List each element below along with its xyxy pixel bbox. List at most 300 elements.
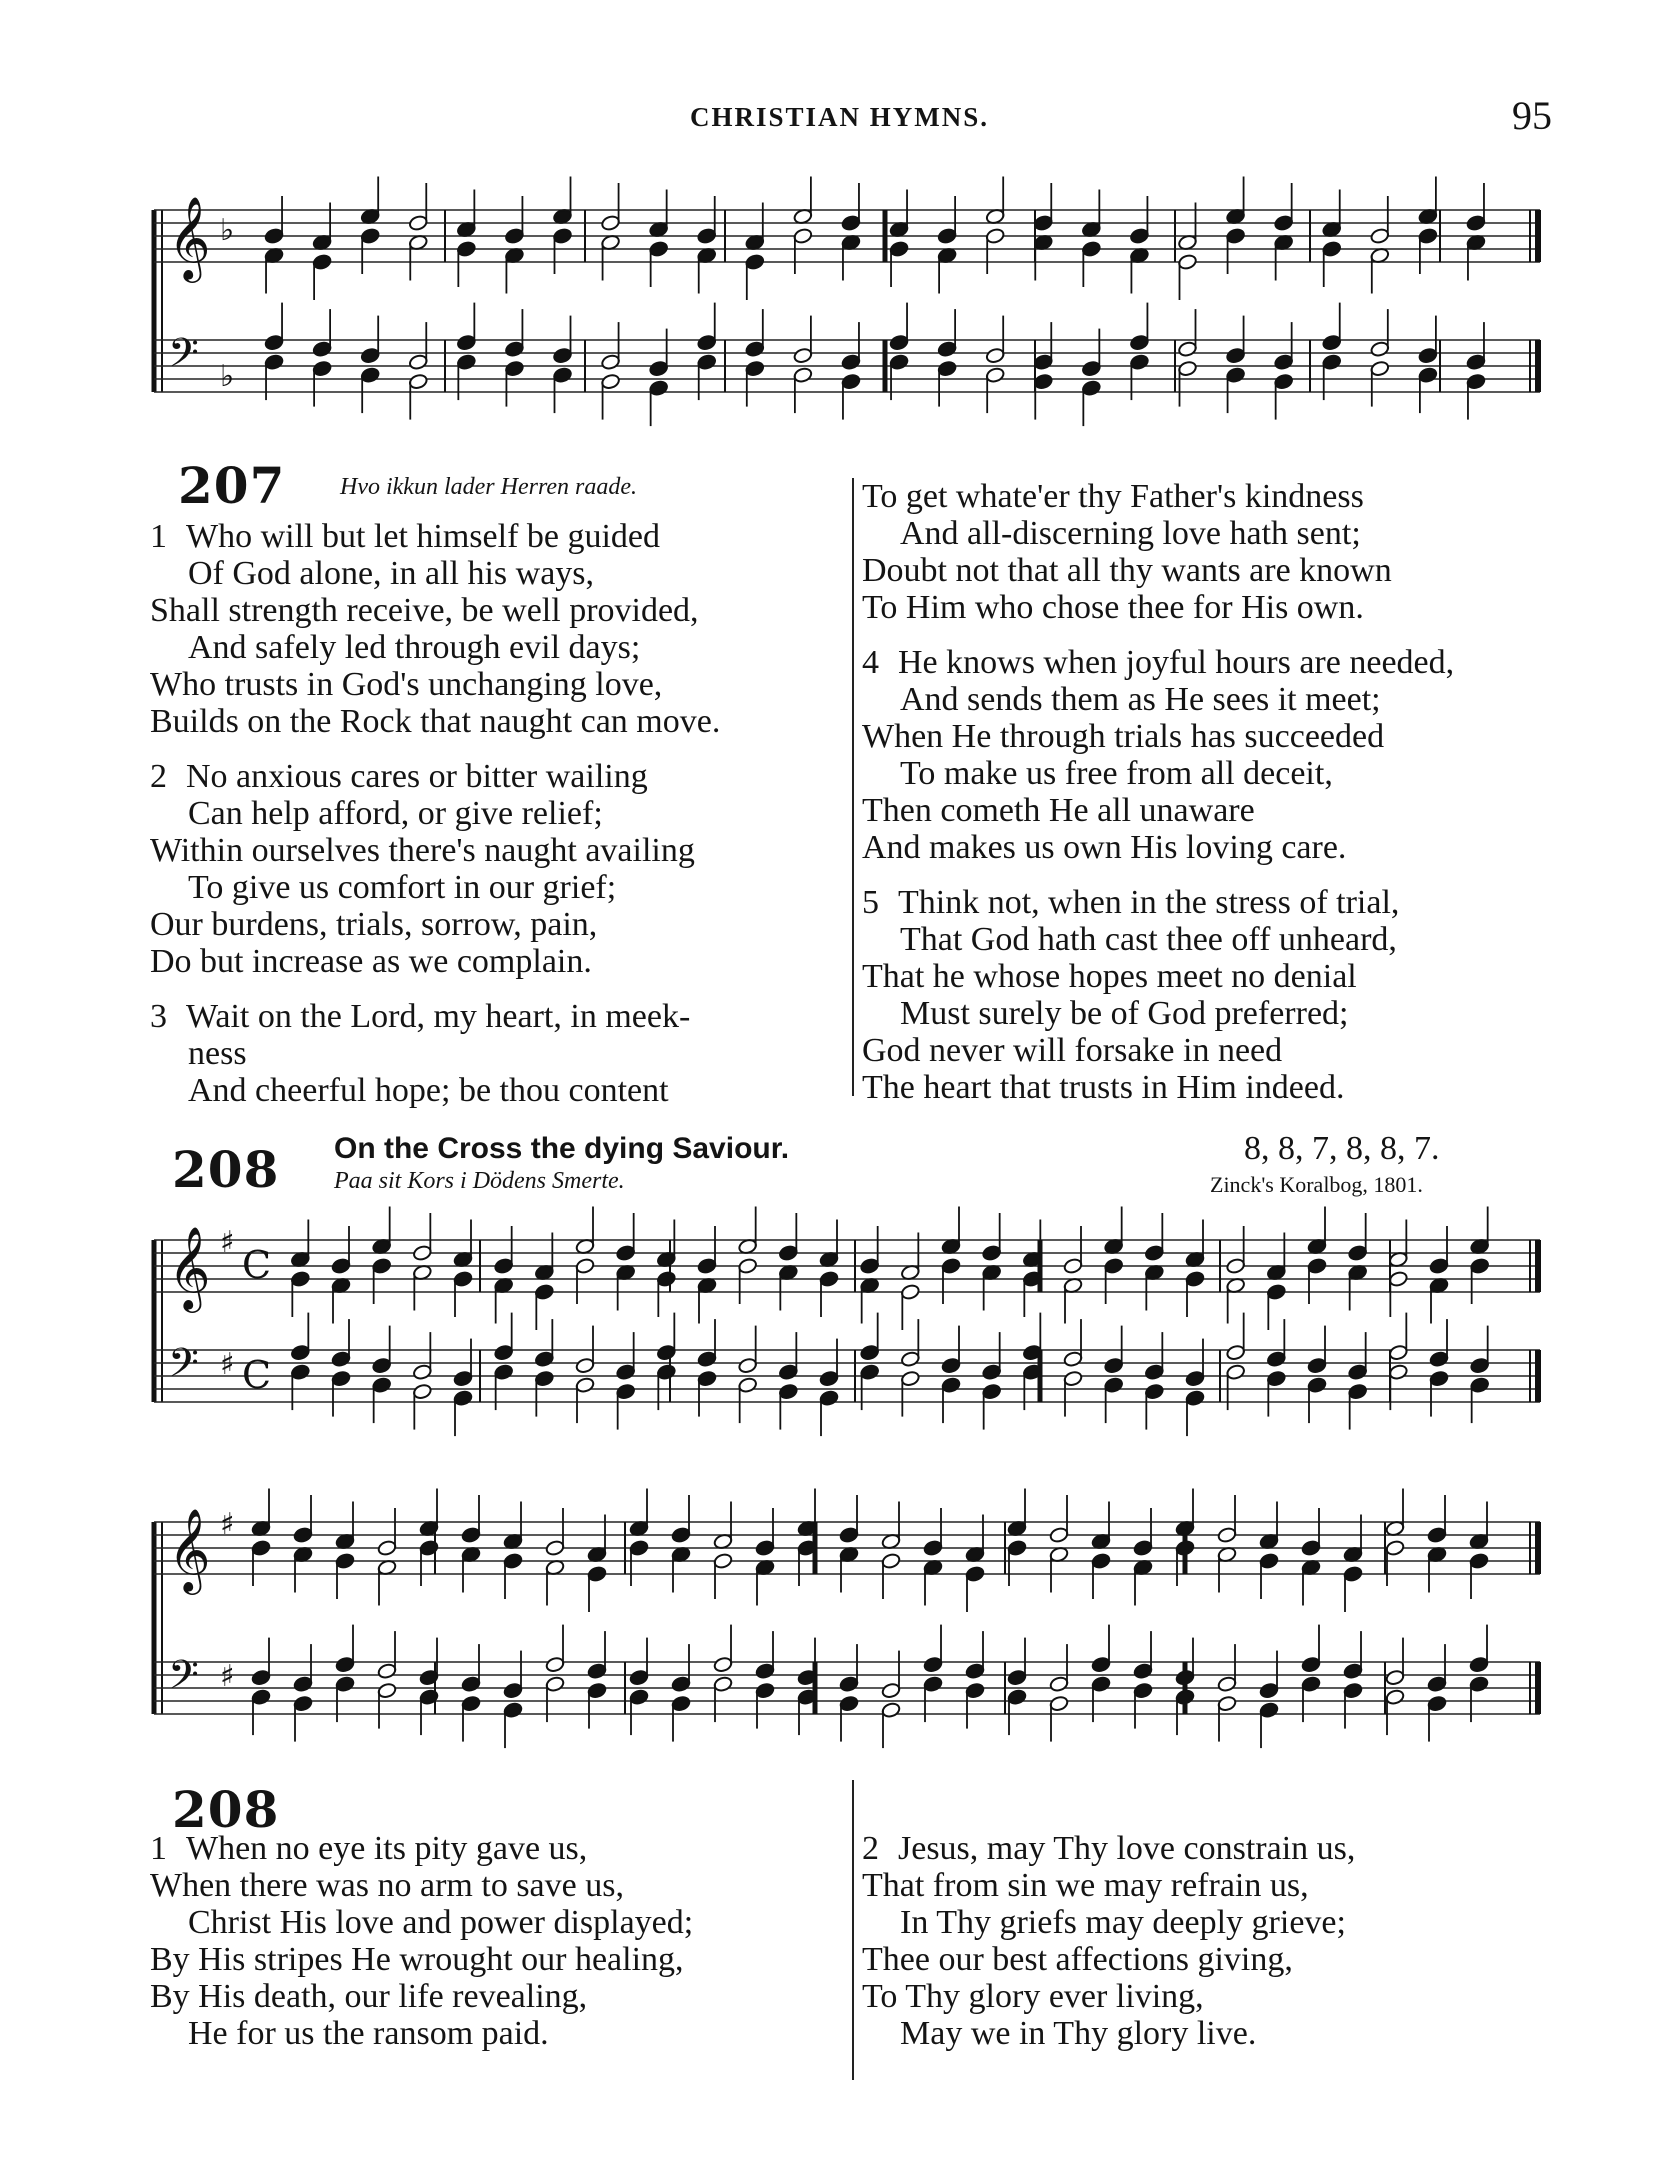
note-head xyxy=(671,1526,691,1543)
verse-line xyxy=(862,958,1454,995)
verse-number: 4 xyxy=(862,644,879,681)
note-head xyxy=(1301,1539,1321,1556)
verse-text: Who will but let himself be guided xyxy=(186,518,661,555)
verse-text: Think not, when in the stress of trial, xyxy=(898,884,1400,921)
note-head xyxy=(290,1270,310,1287)
note-head xyxy=(1226,347,1246,364)
note-head xyxy=(1226,1257,1246,1274)
note-head xyxy=(1104,1257,1124,1274)
verse-text: That he whose hopes meet no denial xyxy=(862,958,1357,995)
note-head xyxy=(360,347,380,364)
note-head xyxy=(985,347,1005,364)
verse-line xyxy=(150,1904,693,1941)
note-head xyxy=(503,1552,523,1569)
verse-text: Wait on the Lord, my heart, in meek- xyxy=(186,998,691,1035)
note-head xyxy=(1343,1663,1363,1680)
note-head xyxy=(697,354,717,371)
note-head xyxy=(453,1270,473,1287)
note-head xyxy=(1370,341,1390,358)
verse xyxy=(862,644,1454,866)
note-head xyxy=(755,1663,775,1680)
note-head xyxy=(1370,360,1390,377)
note-head xyxy=(671,1676,691,1693)
note-head xyxy=(601,373,621,390)
note-head xyxy=(937,341,957,358)
verse-text: Then cometh He all unaware xyxy=(862,792,1255,829)
note-head xyxy=(745,360,765,377)
note-head xyxy=(923,1676,943,1693)
hymn-207-left-column xyxy=(150,518,720,1127)
note-head xyxy=(504,341,524,358)
note-head xyxy=(1049,1526,1069,1543)
note-head xyxy=(793,367,813,384)
note-head xyxy=(1185,1370,1205,1387)
note-head xyxy=(587,1565,607,1582)
note-head xyxy=(889,354,909,371)
verse-line xyxy=(150,1072,720,1109)
note-head xyxy=(819,1270,839,1287)
note-head xyxy=(1466,354,1486,371)
note-head xyxy=(1322,354,1342,371)
verse-line xyxy=(150,1941,693,1978)
note-head xyxy=(1343,1565,1363,1582)
note-head xyxy=(312,341,332,358)
note-head xyxy=(1081,360,1101,377)
note-head xyxy=(1091,1656,1111,1673)
note-head xyxy=(1177,253,1197,270)
note-head xyxy=(1007,1669,1027,1686)
note-head xyxy=(293,1526,313,1543)
note-head xyxy=(900,1370,920,1387)
score-system-2 xyxy=(140,1200,1560,1500)
verse-text: Can help afford, or give relief; xyxy=(188,795,603,832)
note-head xyxy=(1129,227,1149,244)
note-head xyxy=(923,1539,943,1556)
note-head xyxy=(412,1383,432,1400)
note-head xyxy=(1007,1539,1027,1556)
note-head xyxy=(1033,373,1053,390)
note-head xyxy=(1301,1656,1321,1673)
hymn-208-right-column xyxy=(862,1830,1355,2070)
note-head xyxy=(1217,1676,1237,1693)
note-head xyxy=(408,214,428,231)
note-head xyxy=(587,1682,607,1699)
sharp-sign: ♯ xyxy=(220,1659,235,1694)
treble-clef: 𝄞 xyxy=(168,1225,211,1309)
verse-text: To give us comfort in our grief; xyxy=(188,869,617,906)
verse-line xyxy=(150,592,720,629)
note-head xyxy=(575,1257,595,1274)
score-system-3 xyxy=(140,1482,1560,1792)
note-head xyxy=(419,1669,439,1686)
verse-line xyxy=(150,832,720,869)
verse-line xyxy=(862,1978,1355,2015)
verse-text: Must surely be of God preferred; xyxy=(900,995,1349,1032)
note-head xyxy=(985,367,1005,384)
note-head xyxy=(616,1244,636,1261)
note-head xyxy=(841,373,861,390)
note-head xyxy=(1144,1364,1164,1381)
note-head xyxy=(534,1370,554,1387)
note-head xyxy=(293,1695,313,1712)
note-head xyxy=(881,1552,901,1569)
verse-line xyxy=(150,2015,693,2052)
verse-line xyxy=(150,518,720,555)
verse xyxy=(150,758,720,980)
note-head xyxy=(1177,360,1197,377)
note-head xyxy=(1385,1539,1405,1556)
music-score-system xyxy=(140,1200,1560,1500)
note-head xyxy=(671,1695,691,1712)
note-head xyxy=(1470,1357,1490,1374)
note-head xyxy=(860,1364,880,1381)
note-head xyxy=(1370,227,1390,244)
note-head xyxy=(251,1689,271,1706)
note-head xyxy=(251,1669,271,1686)
note-head xyxy=(937,227,957,244)
note-head xyxy=(601,214,621,231)
verse xyxy=(150,998,720,1109)
note-head xyxy=(629,1689,649,1706)
verse-line xyxy=(150,703,720,740)
note-head xyxy=(1418,227,1438,244)
hymn-number-208-header: 208 xyxy=(172,1140,280,1199)
note-head xyxy=(755,1682,775,1699)
note-head xyxy=(656,1364,676,1381)
verse-text: To make us free from all deceit, xyxy=(900,755,1333,792)
note-head xyxy=(881,1702,901,1719)
note-head xyxy=(1274,373,1294,390)
verse-text: Of God alone, in all his ways, xyxy=(188,555,595,592)
verse-text: God never will forsake in need xyxy=(862,1032,1283,1069)
note-head xyxy=(312,360,332,377)
verse-number: 1 xyxy=(150,518,167,555)
note-head xyxy=(360,367,380,384)
note-head xyxy=(738,1357,758,1374)
note-head xyxy=(372,1377,392,1394)
note-head xyxy=(1226,367,1246,384)
verse-text: When no eye its pity gave us, xyxy=(186,1830,588,1867)
note-head xyxy=(1007,1689,1027,1706)
note-head xyxy=(335,1552,355,1569)
note-head xyxy=(755,1539,775,1556)
note-head xyxy=(412,1364,432,1381)
note-head xyxy=(1049,1676,1069,1693)
note-head xyxy=(1217,1526,1237,1543)
note-head xyxy=(1091,1676,1111,1693)
note-head xyxy=(1469,1676,1489,1693)
verse-line xyxy=(862,1069,1454,1106)
note-head xyxy=(860,1257,880,1274)
verse-line xyxy=(150,1830,693,1867)
verse-line xyxy=(862,1941,1355,1978)
note-head xyxy=(713,1676,733,1693)
music-score-system xyxy=(140,170,1560,470)
note-head xyxy=(331,1257,351,1274)
note-head xyxy=(1274,354,1294,371)
note-head xyxy=(461,1676,481,1693)
verse-text: Who trusts in God's unchanging love, xyxy=(150,666,663,703)
note-head xyxy=(629,1539,649,1556)
note-head xyxy=(453,1390,473,1407)
note-head xyxy=(1274,214,1294,231)
note-head xyxy=(841,214,861,231)
note-head xyxy=(575,1377,595,1394)
note-head xyxy=(504,360,524,377)
note-head xyxy=(1081,240,1101,257)
verse-text: Doubt not that all thy wants are known xyxy=(862,552,1392,589)
note-head xyxy=(290,1364,310,1381)
flat-sign: ♭ xyxy=(220,359,235,394)
note-head xyxy=(419,1539,439,1556)
note-head xyxy=(1348,1383,1368,1400)
verse xyxy=(862,884,1454,1106)
note-head xyxy=(1259,1682,1279,1699)
verse-number: 2 xyxy=(150,758,167,795)
note-head xyxy=(738,1377,758,1394)
note-head xyxy=(264,227,284,244)
note-head xyxy=(1429,1257,1449,1274)
note-head xyxy=(1388,1344,1408,1361)
note-head xyxy=(778,1383,798,1400)
note-head xyxy=(1469,1656,1489,1673)
hymn-207-original-title: Hvo ikkun lader Herren raade. xyxy=(340,474,638,500)
note-head xyxy=(1427,1695,1447,1712)
column-divider xyxy=(852,478,854,1096)
verse-text: And safely led through evil days; xyxy=(188,629,641,666)
verse-line xyxy=(150,943,720,980)
note-head xyxy=(1343,1682,1363,1699)
note-head xyxy=(552,347,572,364)
note-head xyxy=(372,1257,392,1274)
verse-text: When there was no arm to save us, xyxy=(150,1867,624,1904)
note-head xyxy=(1307,1377,1327,1394)
note-head xyxy=(504,227,524,244)
note-head xyxy=(412,1244,432,1261)
verse-text: That God hath cast thee off unheard, xyxy=(900,921,1397,958)
note-head xyxy=(713,1552,733,1569)
verse-line xyxy=(862,755,1454,792)
verse-line xyxy=(862,589,1454,626)
verse-text: When He through trials has succeeded xyxy=(862,718,1385,755)
verse xyxy=(150,1830,693,2052)
verse-line xyxy=(862,644,1454,681)
verse-line xyxy=(862,829,1454,866)
note-head xyxy=(251,1539,271,1556)
note-head xyxy=(1348,1364,1368,1381)
note-head xyxy=(419,1689,439,1706)
verse-number: 5 xyxy=(862,884,879,921)
verse-line xyxy=(862,1830,1355,1867)
note-head xyxy=(839,1526,859,1543)
note-head xyxy=(819,1370,839,1387)
verse-line xyxy=(862,1032,1454,1069)
note-head xyxy=(1133,1663,1153,1680)
note-head xyxy=(629,1669,649,1686)
note-head xyxy=(1322,334,1342,351)
verse-text: By His death, our life revealing, xyxy=(150,1978,588,2015)
note-head xyxy=(1418,367,1438,384)
verse-line xyxy=(862,995,1454,1032)
note-head xyxy=(552,227,572,244)
time-signature: C xyxy=(242,1353,272,1397)
hymn-208-left-column xyxy=(150,1830,693,2070)
note-head xyxy=(745,253,765,270)
note-head xyxy=(1063,1351,1083,1368)
verse-line xyxy=(862,1867,1355,1904)
note-head xyxy=(1259,1702,1279,1719)
verse-line xyxy=(150,906,720,943)
note-head xyxy=(793,347,813,364)
note-head xyxy=(456,240,476,257)
verse-text: And makes us own His loving care. xyxy=(862,829,1347,866)
note-head xyxy=(372,1357,392,1374)
verse-line xyxy=(150,758,720,795)
note-head xyxy=(1429,1370,1449,1387)
note-head xyxy=(900,1351,920,1368)
note-head xyxy=(1217,1695,1237,1712)
verse-number: 2 xyxy=(862,1830,879,1867)
note-head xyxy=(985,227,1005,244)
note-head xyxy=(494,1344,514,1361)
note-head xyxy=(1466,214,1486,231)
note-head xyxy=(1177,341,1197,358)
note-head xyxy=(1133,1682,1153,1699)
verse-line xyxy=(150,1867,693,1904)
note-head xyxy=(982,1364,1002,1381)
hymn-208-original-title: Paa sit Kors i Dödens Smerte. xyxy=(334,1168,625,1194)
note-head xyxy=(1175,1669,1195,1686)
note-head xyxy=(1104,1357,1124,1374)
page-number: 95 xyxy=(1512,93,1552,138)
verse-text: To get whate'er thy Father's kindness xyxy=(862,478,1364,515)
note-head xyxy=(697,1370,717,1387)
note-head xyxy=(503,1682,523,1699)
treble-clef: 𝄞 xyxy=(168,1507,211,1591)
note-head xyxy=(649,360,669,377)
music-score-system xyxy=(140,1482,1560,1792)
verse-line xyxy=(150,1978,693,2015)
bass-clef: 𝄢 xyxy=(168,330,199,386)
note-head xyxy=(377,1539,397,1556)
note-head xyxy=(335,1656,355,1673)
note-head xyxy=(649,380,669,397)
sharp-sign: ♯ xyxy=(220,1225,235,1260)
verse-text: And cheerful hope; be thou content xyxy=(188,1072,669,1109)
verse-text: By His stripes He wrought our healing, xyxy=(150,1941,684,1978)
note-head xyxy=(1266,1351,1286,1368)
verse-line xyxy=(862,792,1454,829)
flat-sign: ♭ xyxy=(220,213,235,248)
note-head xyxy=(841,354,861,371)
note-head xyxy=(545,1656,565,1673)
verse-line xyxy=(862,718,1454,755)
note-head xyxy=(1226,1364,1246,1381)
note-head xyxy=(1226,227,1246,244)
note-head xyxy=(1185,1390,1205,1407)
verse-number: 3 xyxy=(150,998,167,1035)
verse-text: Shall strength receive, be well provided, xyxy=(150,592,699,629)
hymn-208-tune-source: Zinck's Koralbog, 1801. xyxy=(1210,1172,1423,1197)
running-head: CHRISTIAN HYMNS. xyxy=(690,102,990,132)
sharp-sign: ♯ xyxy=(220,1507,235,1542)
verse xyxy=(150,518,720,740)
note-head xyxy=(1129,334,1149,351)
note-head xyxy=(1427,1676,1447,1693)
note-head xyxy=(819,1390,839,1407)
note-head xyxy=(331,1351,351,1368)
verse-text: Do but increase as we complain. xyxy=(150,943,592,980)
time-signature: C xyxy=(242,1243,272,1287)
note-head xyxy=(839,1695,859,1712)
note-head xyxy=(1091,1552,1111,1569)
note-head xyxy=(697,227,717,244)
bass-clef: 𝄢 xyxy=(168,1652,199,1708)
note-head xyxy=(923,1656,943,1673)
note-head xyxy=(534,1283,554,1300)
note-head xyxy=(1470,1377,1490,1394)
note-head xyxy=(461,1695,481,1712)
verse-line xyxy=(150,998,720,1035)
verse-line xyxy=(150,1035,720,1072)
hymn-number-207: 207 xyxy=(178,456,286,515)
note-head xyxy=(965,1663,985,1680)
score-system-1 xyxy=(140,170,1560,470)
verse-text: He for us the ransom paid. xyxy=(188,2015,549,2052)
note-head xyxy=(649,240,669,257)
note-head xyxy=(494,1257,514,1274)
note-head xyxy=(331,1370,351,1387)
note-head xyxy=(965,1565,985,1582)
verse-number: 1 xyxy=(150,1830,167,1867)
note-head xyxy=(1226,1344,1246,1361)
note-head xyxy=(1063,1257,1083,1274)
note-head xyxy=(881,1682,901,1699)
verse xyxy=(862,1830,1355,2052)
note-head xyxy=(941,1257,961,1274)
note-head xyxy=(860,1344,880,1361)
note-head xyxy=(697,1257,717,1274)
verse xyxy=(862,478,1454,626)
verse-line xyxy=(862,478,1454,515)
verse-line xyxy=(150,795,720,832)
verse-line xyxy=(862,884,1454,921)
note-head xyxy=(408,373,428,390)
note-head xyxy=(1469,1552,1489,1569)
note-head xyxy=(889,334,909,351)
note-head xyxy=(360,227,380,244)
note-head xyxy=(1175,1689,1195,1706)
note-head xyxy=(656,1344,676,1361)
note-head xyxy=(1322,240,1342,257)
note-head xyxy=(1348,1244,1368,1261)
note-head xyxy=(377,1663,397,1680)
note-head xyxy=(982,1383,1002,1400)
note-head xyxy=(616,1364,636,1381)
note-head xyxy=(1466,373,1486,390)
note-head xyxy=(941,1377,961,1394)
note-head xyxy=(982,1244,1002,1261)
note-head xyxy=(601,354,621,371)
note-head xyxy=(552,367,572,384)
verse-line xyxy=(862,552,1454,589)
verse-line xyxy=(862,921,1454,958)
note-head xyxy=(1429,1351,1449,1368)
note-head xyxy=(1144,1244,1164,1261)
note-head xyxy=(1129,354,1149,371)
verse-text: Our burdens, trials, sorrow, pain, xyxy=(150,906,598,943)
note-head xyxy=(456,354,476,371)
